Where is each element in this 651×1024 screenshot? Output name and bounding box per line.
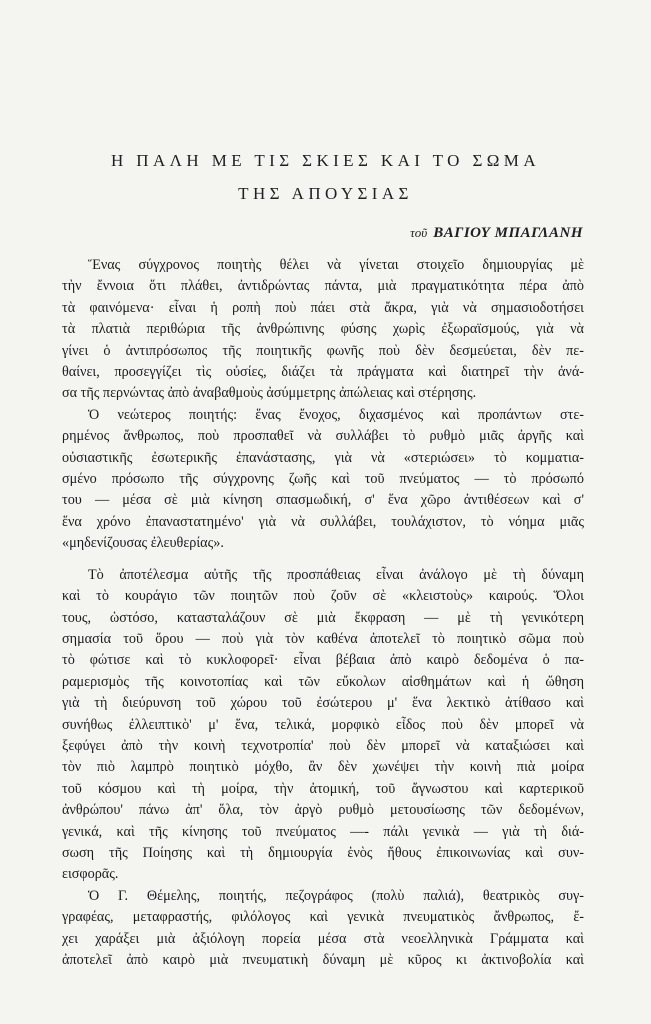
text-line: γενικά, καὶ τῆς κίνησης τοῦ πνεύματος —- πάλι γενικὰ — γιὰ τὴ διά- <box>62 823 584 840</box>
article-body <box>62 255 584 971</box>
text-line: τὰ πλατιὰ περιθώρια τῆς ἀνθρώπινης φύσης χωρὶς ἐξωραϊσμούς, γιὰ νὰ <box>62 321 584 338</box>
text-line: σα τῆς περνώντας ἀπὸ ἀναβαθμοὺς ἀσύμμετρης ἀπώλειας καὶ στέρησης. <box>62 385 477 402</box>
text-line: συνήθως ἐλλειπτικὸ' μ' ἕνα, τελικά, μορφικὸ εἶδος ποὺ δὲν μπορεῖ νὰ <box>62 716 584 733</box>
text-line: ρημένος ἄνθρωπος, ποὺ προσπαθεῖ νὰ συλλάβει τὸ ρυθμὸ μιᾶς ἀργῆς καὶ <box>62 428 584 445</box>
text-line: γραφέας, μεταφραστής, φιλόλογος καὶ γενικὰ πνευματικὸς ἄνθρωπος, ἔ- <box>62 909 584 926</box>
text-line: τους, ὡστόσο, κατασταλάζουν σὲ μιὰ ἔκφραση — μὲ τὴ γενικότερη <box>62 609 584 626</box>
text-line: τὰ φαινόμενα· εἶναι ἡ ροπὴ ποὺ πάει στὰ ἄκρα, γιὰ νὰ σημασιοδοτήσει <box>62 299 584 316</box>
author-name: ΒΑΓΙΟΥ ΜΠΑΓΛΑΝΗ <box>433 225 583 241</box>
paragraph-2 <box>62 405 584 555</box>
text-line: ραμερισμὸς τῆς κοινοτοπίας καὶ τῶν εὔκολων αἰσθημάτων καὶ ἡ ὤθηση <box>62 673 584 690</box>
text-line: ἀποτελεῖ ἀπὸ καιρὸ μιὰ πνευματικὴ δύναμη μὲ κῦρος κι ἀκτινοβολία καὶ <box>62 952 584 968</box>
byline-prefix: τοῦ <box>410 225 428 240</box>
article-title-line-1: Η ΠΑΛΗ ΜΕ ΤΙΣ ΣΚΙΕΣ ΚΑΙ ΤΟ ΣΩΜΑ <box>110 151 540 170</box>
text-line: Ὁ νεώτερος ποιητής: ἕνας ἔνοχος, διχασμένος καὶ προπάντων στε- <box>88 406 584 423</box>
text-line: σωση τῆς Ποίησης καὶ τὴ δημιουργία ἑνὸς ἤθους ἐπικοινωνίας καὶ συν- <box>62 844 584 861</box>
text-line: χει χαράξει μιὰ ἀξιόλογη πορεία μέσα στὰ νεοελληνικὰ Γράμματα καὶ <box>62 930 584 947</box>
article-title-line-2: ΤΗΣ ΑΠΟΥΣΙΑΣ <box>238 184 413 203</box>
text-line: σημασία τοῦ ὅρου — ποὺ γιὰ τὸν καθένα ἀποτελεῖ τὸ ποιητικὸ σῶμα ποὺ <box>62 630 584 647</box>
paragraph-3 <box>62 565 584 886</box>
text-line: ξεφύγει ἀπὸ τὴν κοινὴ τεχνοτροπία' ποὺ δὲν μπορεῖ νὰ καταξιώσει καὶ <box>62 737 584 754</box>
text-line: εισφορᾶς. <box>62 866 119 883</box>
text-line: καὶ τὸ κουράγιο τῶν ποιητῶν ποὺ ζοῦν σὲ «κλειστοὺς» καιρούς. Ὅλοι <box>62 588 584 605</box>
text-line: ἀνθρώπου' πάνω ἀπ' ὅλα, τὸν ἀργὸ ρυθμὸ μετουσίωσης τῶν δεδομένων, <box>62 802 584 819</box>
text-line: Τὸ ἀποτέλεσμα αὐτῆς τῆς προσπάθειας εἶναι ἀνάλογο μὲ τὴ δύναμη <box>88 566 584 583</box>
text-line: οὐσιαστικῆς ἐσωτερικῆς ἐπανάστασης, γιὰ νὰ «στεριώσει» τὸ κομματια- <box>62 449 584 466</box>
paragraph-4 <box>62 886 584 972</box>
text-line: «μηδενίζουσας ἐλευθερίας». <box>62 535 224 552</box>
text-line: τὸ φώτισε καὶ τὸ κυκλοφορεῖ· εἶναι βέβαια ἀπὸ καιρὸ δεδομένα ὁ πα- <box>62 652 584 669</box>
byline <box>410 225 583 242</box>
text-line: Ἕνας σύγχρονος ποιητὴς θέλει νὰ γίνεται στοιχεῖο δημιουργίας μὲ <box>88 257 584 273</box>
text-line: τὴν ἔννοια ὅτι πλάθει, ἀντιδρώντας πάντα, μιὰ πραγματικότητα πέρα ἀπὸ <box>62 278 584 295</box>
text-line: τὸν πιὸ λαμπρὸ ποιητικὸ μόχθο, ἂν δὲν χωνέψει τὴν κοινὴ πιὰ μοίρα <box>62 759 584 776</box>
text-line: τοῦ κόσμου καὶ τὴ μοίρα, τὴν ἀτομική, τοῦ ἄγνωστου καὶ καρτερικοῦ <box>62 780 584 797</box>
text-line: σμένο πρόσωπο τῆς σύγχρονης ζωῆς καὶ τοῦ πνεύματος — τὸ πρόσωπό <box>62 471 584 488</box>
text-line: θαίνει, προσεγγίζει τὶς οὐσίες, διάζει τὰ πράγματα καὶ διατηρεῖ τὴν ἀνά- <box>62 364 584 381</box>
text-line: ἕνα χρόνο ἐπαναστατημένο' γιὰ νὰ συλλάβει, τουλάχιστον, τὸ νόημα μιᾶς <box>62 513 584 530</box>
text-line: του — μέσα σὲ μιὰ κίνηση σπασμωδική, σ' ἕνα χῶρο ἀντιθέσεων καὶ σ' <box>62 492 584 509</box>
text-line: γιὰ τὴ διεύρυνση τοῦ χώρου τοῦ ἐσώτερου μ' ἕνα λεκτικὸ ἀτίθασο καὶ <box>62 695 584 712</box>
text-line: γίνει ὁ ἀντιπρόσωπος τῆς ποιητικῆς φωνῆς ποὺ δὲν δεσμεύεται, δὲν πε- <box>62 342 584 359</box>
text-line: Ὁ Γ. Θέμελης, ποιητής, πεζογράφος (πολὺ παλιά), θεατρικὸς συγ- <box>88 887 584 904</box>
paragraph-1 <box>62 255 584 405</box>
